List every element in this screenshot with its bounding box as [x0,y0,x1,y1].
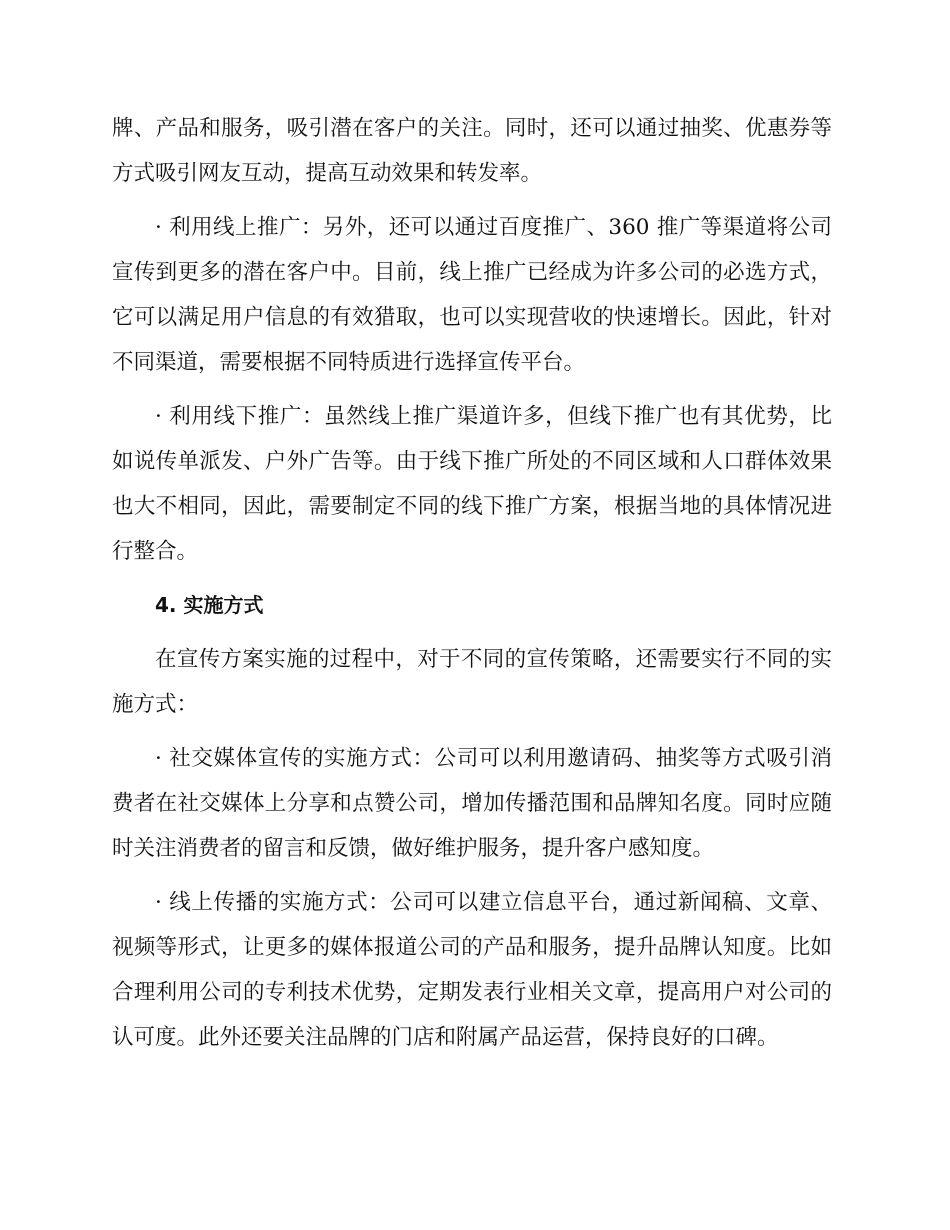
paragraph-social-media: · 社交媒体宣传的实施方式：公司可以利用邀请码、抽奖等方式吸引消费者在社交媒体上分享和点赞公司，增加传播范围和品牌知名度。同时应随时关注消费者的留言和反馈，做好维护服务，提升客户感知度。 [112,746,832,861]
section-heading: 4. 实施方式 [155,593,264,617]
paragraph-implementation-intro: 在宣传方案实施的过程中，对于不同的宣传策略，还需要实行不同的实施方式： [112,647,832,717]
paragraph-online-spread: · 线上传播的实施方式：公司可以建立信息平台，通过新闻稿、文章、视频等形式，让更多的媒体报道公司的产品和服务，提升品牌认知度。比如合理利用公司的专利技术优势，定期发表行业相关文章，提高用户对公司的认可度。此外还要关注品牌的门店和附属产品运营，保持良好的口碑。 [112,890,832,1050]
paragraph-continued: 牌、产品和服务，吸引潜在客户的关注。同时，还可以通过抽奖、优惠券等方式吸引网友互动，提高互动效果和转发率。 [112,116,832,186]
document-body [112,106,832,1069]
paragraph-offline-promotion: · 利用线下推广：虽然线上推广渠道许多，但线下推广也有其优势，比如说传单派发、户外广告等。由于线下推广所处的不同区域和人口群体效果也大不相同，因此，需要制定不同的线下推广方案，根据当地的具体情况进行整合。 [112,404,832,564]
paragraph-online-promotion: · 利用线上推广：另外，还可以通过百度推广、360 推广等渠道将公司宣传到更多的潜在客户中。目前，线上推广已经成为许多公司的必选方式，它可以满足用户信息的有效猎取，也可以实现营收的快速增长。因此，针对不同渠道，需要根据不同特质进行选择宣传平台。 [112,215,832,375]
